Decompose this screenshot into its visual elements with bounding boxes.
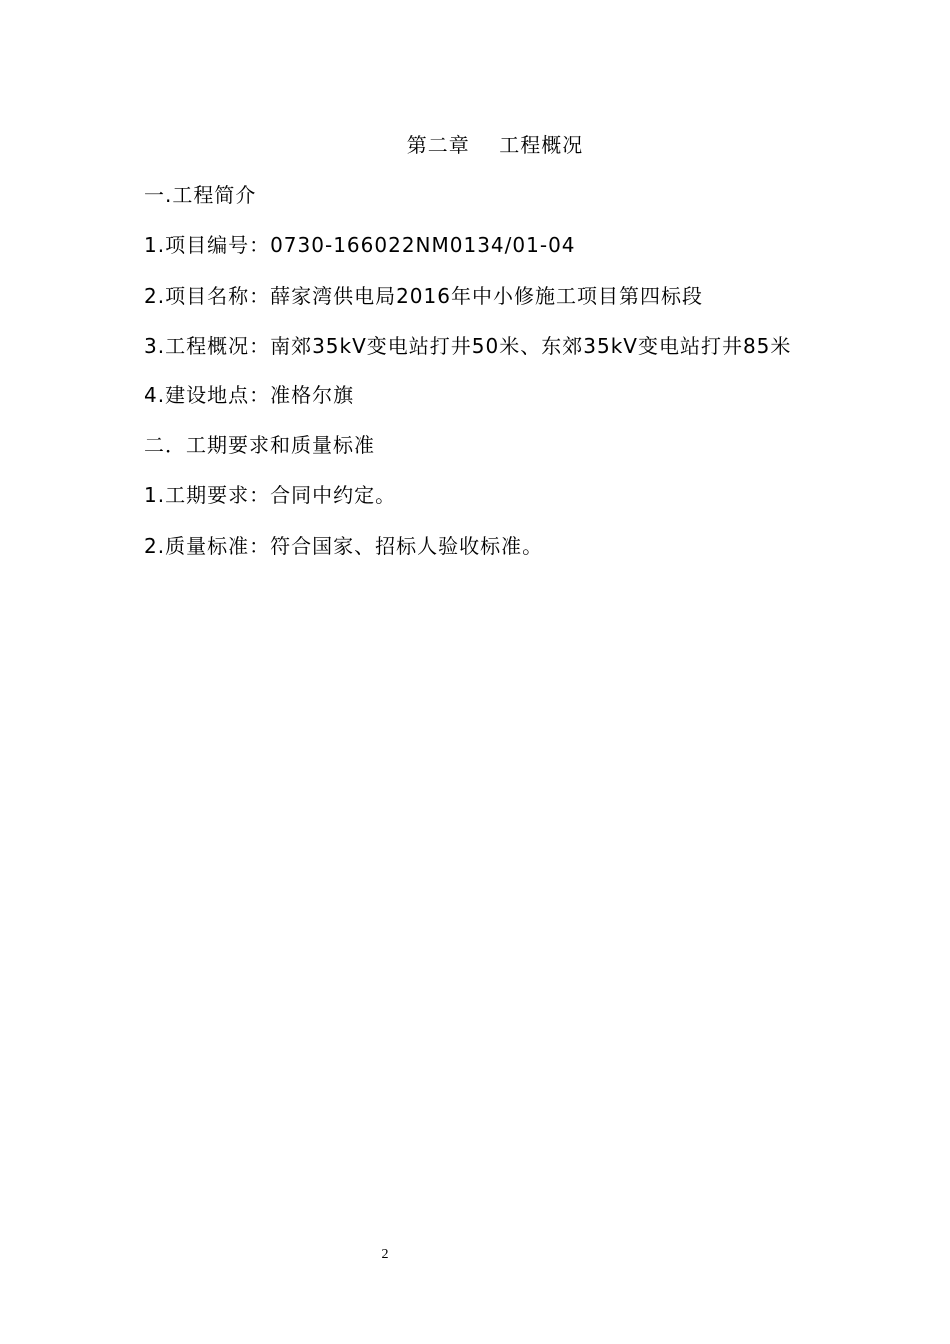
page-number: 2 <box>381 1247 389 1262</box>
section-heading-project-intro: 一.工程简介 <box>144 183 257 207</box>
schedule-requirement-line: 1.工期要求：合同中约定。 <box>144 483 397 507</box>
section-heading-schedule-quality: 二．工期要求和质量标准 <box>144 433 375 457</box>
project-name-line: 2.项目名称：薛家湾供电局2016年中小修施工项目第四标段 <box>144 284 703 308</box>
chapter-title: 第二章 工程概况 <box>406 133 584 157</box>
project-overview-line: 3.工程概况：南郊35kV变电站打井50米、东郊35kV变电站打井85米 <box>144 334 792 358</box>
construction-location-line: 4.建设地点：准格尔旗 <box>144 383 355 407</box>
quality-standard-line: 2.质量标准：符合国家、招标人验收标准。 <box>144 534 544 558</box>
project-number-line: 1.项目编号：0730-166022NM0134/01-04 <box>144 233 576 257</box>
